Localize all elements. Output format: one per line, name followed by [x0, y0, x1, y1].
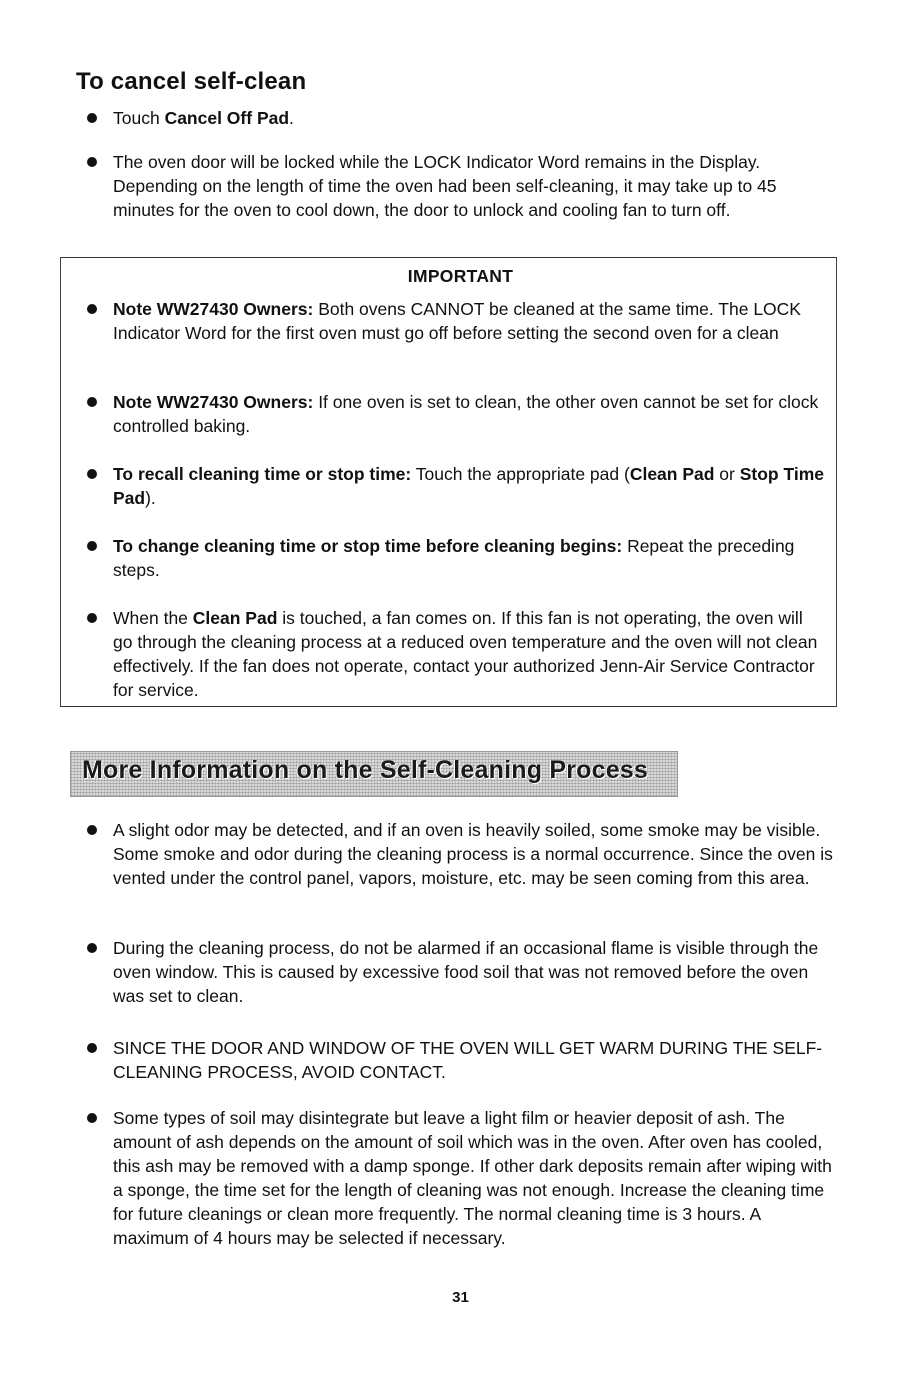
bullet-text: A slight odor may be detected, and if an oven is heavily soiled, some smoke may be visible. Some smoke and odor during the cleaning process is a normal occurrence. Since the oven is vented under the control panel, vapors, moisture, etc. may be seen coming from this area.: [113, 820, 833, 888]
important-heading: IMPORTANT: [407, 266, 514, 286]
bullet-text: During the cleaning process, do not be alarmed if an occasional flame is visible through the oven window. This is caused by excessive food soil that was not removed before the oven was set to clean.: [113, 938, 819, 1006]
important-item-1: [113, 297, 825, 345]
bullet-text: SINCE THE DOOR AND WINDOW OF THE OVEN WILL GET WARM DURING THE SELF-CLEANING PROCESS, AVOID CONTACT.: [113, 1038, 823, 1082]
bullet-dot-icon: [87, 1113, 97, 1123]
bullet-text: ).: [145, 488, 156, 508]
bullet-dot-icon: [87, 157, 97, 167]
bullet-text: Touch the appropriate pad (: [411, 464, 630, 484]
bullet-dot-icon: [87, 304, 97, 314]
bullet-text: Touch: [113, 108, 165, 128]
bullet-bold-lead: Note WW27430 Owners:: [113, 392, 314, 412]
important-item-4: [113, 534, 825, 582]
bullet-dot-icon: [87, 943, 97, 953]
bullet-dot-icon: [87, 113, 97, 123]
important-item-3: [113, 462, 825, 510]
bullet-dot-icon: [87, 1043, 97, 1053]
bullet-bold-lead: To change cleaning time or stop time before cleaning begins:: [113, 536, 623, 556]
clean-pad-label: Clean Pad: [192, 608, 278, 628]
bullet-text: Both ovens CANNOT be cleaned at the same time. The LOCK Indicator Word for the first oven must go off before setting the second oven for a clean: [113, 299, 801, 343]
bullet-text: .: [289, 108, 294, 128]
important-item-2: [113, 390, 825, 438]
info-item-3: [113, 1036, 835, 1084]
cancel-bullet-2: [113, 150, 835, 222]
info-item-2: [113, 936, 835, 1008]
cancel-bullet-1: [113, 106, 828, 130]
cancel-self-clean-heading: To cancel self-clean: [76, 68, 307, 95]
bullet-dot-icon: [87, 825, 97, 835]
info-item-1: [113, 818, 835, 890]
bullet-text: Repeat the preceding steps.: [113, 536, 795, 580]
bullet-text: The oven door will be locked while the LOCK Indicator Word remains in the Display. Depending on the length of time the oven had been self-cleaning, it may take up to 45 minutes for the oven to cool down, the door to unlock and cooling fan to turn off.: [113, 152, 777, 220]
bullet-dot-icon: [87, 613, 97, 623]
bullet-text: When the: [113, 608, 193, 628]
info-item-4: [113, 1106, 835, 1250]
bullet-text: Some types of soil may disintegrate but leave a light film or heavier deposit of ash. The amount of ash depends on the amount of soil which was in the oven. After oven has cooled, this ash may be removed with a damp sponge. If other dark deposits remain after wiping with a sponge, the time set for the length of cleaning was not enough. Increase the cleaning time for future cleanings or clean more frequently. The normal cleaning time is 3 hours. A maximum of 4 hours may be selected if necessary.: [113, 1108, 832, 1248]
bullet-dot-icon: [87, 469, 97, 479]
bullet-text: is touched, a fan comes on. If this fan is not operating, the oven will go through the cleaning process at a reduced oven temperature and the oven will not clean effectively. If the fan does not operate, contact your authorized Jenn-Air Service Contractor for service.: [113, 608, 818, 700]
stop-time-pad-label: Stop Time Pad: [113, 464, 825, 508]
page-number: 31: [452, 1289, 469, 1306]
more-info-heading: More Information on the Self-Cleaning Process: [82, 756, 649, 784]
bullet-text: or: [714, 464, 740, 484]
bullet-dot-icon: [87, 397, 97, 407]
clean-pad-label: Clean Pad: [629, 464, 715, 484]
bullet-dot-icon: [87, 541, 97, 551]
bullet-text: If one oven is set to clean, the other oven cannot be set for clock controlled baking.: [113, 392, 819, 436]
important-item-5: [113, 606, 825, 702]
bullet-bold-lead: Note WW27430 Owners:: [113, 299, 314, 319]
cancel-off-pad-label: Cancel Off Pad: [164, 108, 290, 128]
bullet-bold-lead: To recall cleaning time or stop time:: [113, 464, 412, 484]
